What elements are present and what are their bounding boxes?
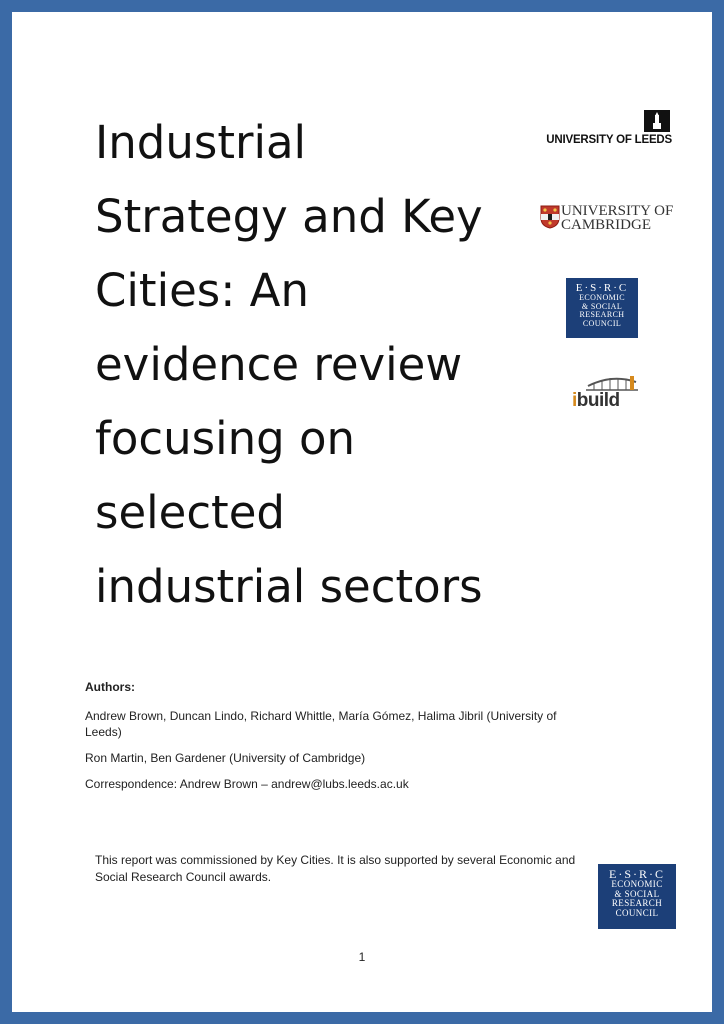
report-title bbox=[95, 106, 525, 624]
document-page bbox=[12, 12, 712, 1012]
esrc-line: ECONOMIC bbox=[611, 879, 663, 889]
esrc-letters: E·S·R·C bbox=[575, 282, 629, 294]
university-of-leeds-logo bbox=[527, 110, 672, 150]
title-line: Cities: An bbox=[95, 264, 309, 317]
cambridge-shield-icon bbox=[540, 205, 560, 229]
authors-section bbox=[85, 680, 585, 802]
authors-heading: Authors: bbox=[85, 680, 135, 694]
title-line: evidence review bbox=[95, 338, 463, 391]
esrc-letters: E·S·R·C bbox=[609, 867, 665, 881]
esrc-line: RESEARCH bbox=[579, 310, 625, 319]
esrc-line: COUNCIL bbox=[582, 318, 622, 328]
leeds-tower-icon bbox=[644, 110, 670, 132]
authors-cambridge: Ron Martin, Ben Gardener (University of Cambridge) bbox=[85, 751, 366, 765]
esrc-line: & SOCIAL bbox=[581, 301, 623, 311]
cambridge-wordmark-line1: UNIVERSITY OF bbox=[561, 203, 674, 219]
ibuild-wordmark: ibuild bbox=[572, 390, 620, 411]
title-line: industrial sectors bbox=[95, 560, 483, 613]
authors-leeds: Andrew Brown, Duncan Lindo, Richard Whittle, María Gómez, Halima Jibril (University of Leeds) bbox=[85, 709, 557, 739]
cambridge-wordmark-line2: CAMBRIDGE bbox=[561, 217, 652, 233]
bridge-icon bbox=[572, 372, 642, 392]
title-line: focusing on bbox=[95, 412, 356, 465]
commission-note: This report was commissioned by Key Cities. It is also supported by several Economic and Social Research Council awards. bbox=[95, 853, 576, 884]
title-line: selected bbox=[95, 486, 285, 539]
esrc-line: & SOCIAL bbox=[614, 888, 660, 899]
title-line: Strategy and Key bbox=[95, 190, 483, 243]
leeds-wordmark: UNIVERSITY OF LEEDS bbox=[546, 134, 672, 146]
title-line: Industrial bbox=[95, 116, 307, 169]
esrc-logo bbox=[566, 278, 638, 338]
correspondence-line: Correspondence: Andrew Brown – andrew@lubs.leeds.ac.uk bbox=[85, 777, 409, 791]
ibuild-logo bbox=[572, 372, 642, 414]
esrc-line: ECONOMIC bbox=[579, 293, 625, 302]
university-of-cambridge-logo bbox=[540, 204, 675, 240]
esrc-line: COUNCIL bbox=[615, 907, 659, 918]
page-number: 1 bbox=[358, 950, 366, 964]
esrc-line: RESEARCH bbox=[611, 898, 663, 908]
esrc-logo-footer bbox=[598, 864, 676, 929]
